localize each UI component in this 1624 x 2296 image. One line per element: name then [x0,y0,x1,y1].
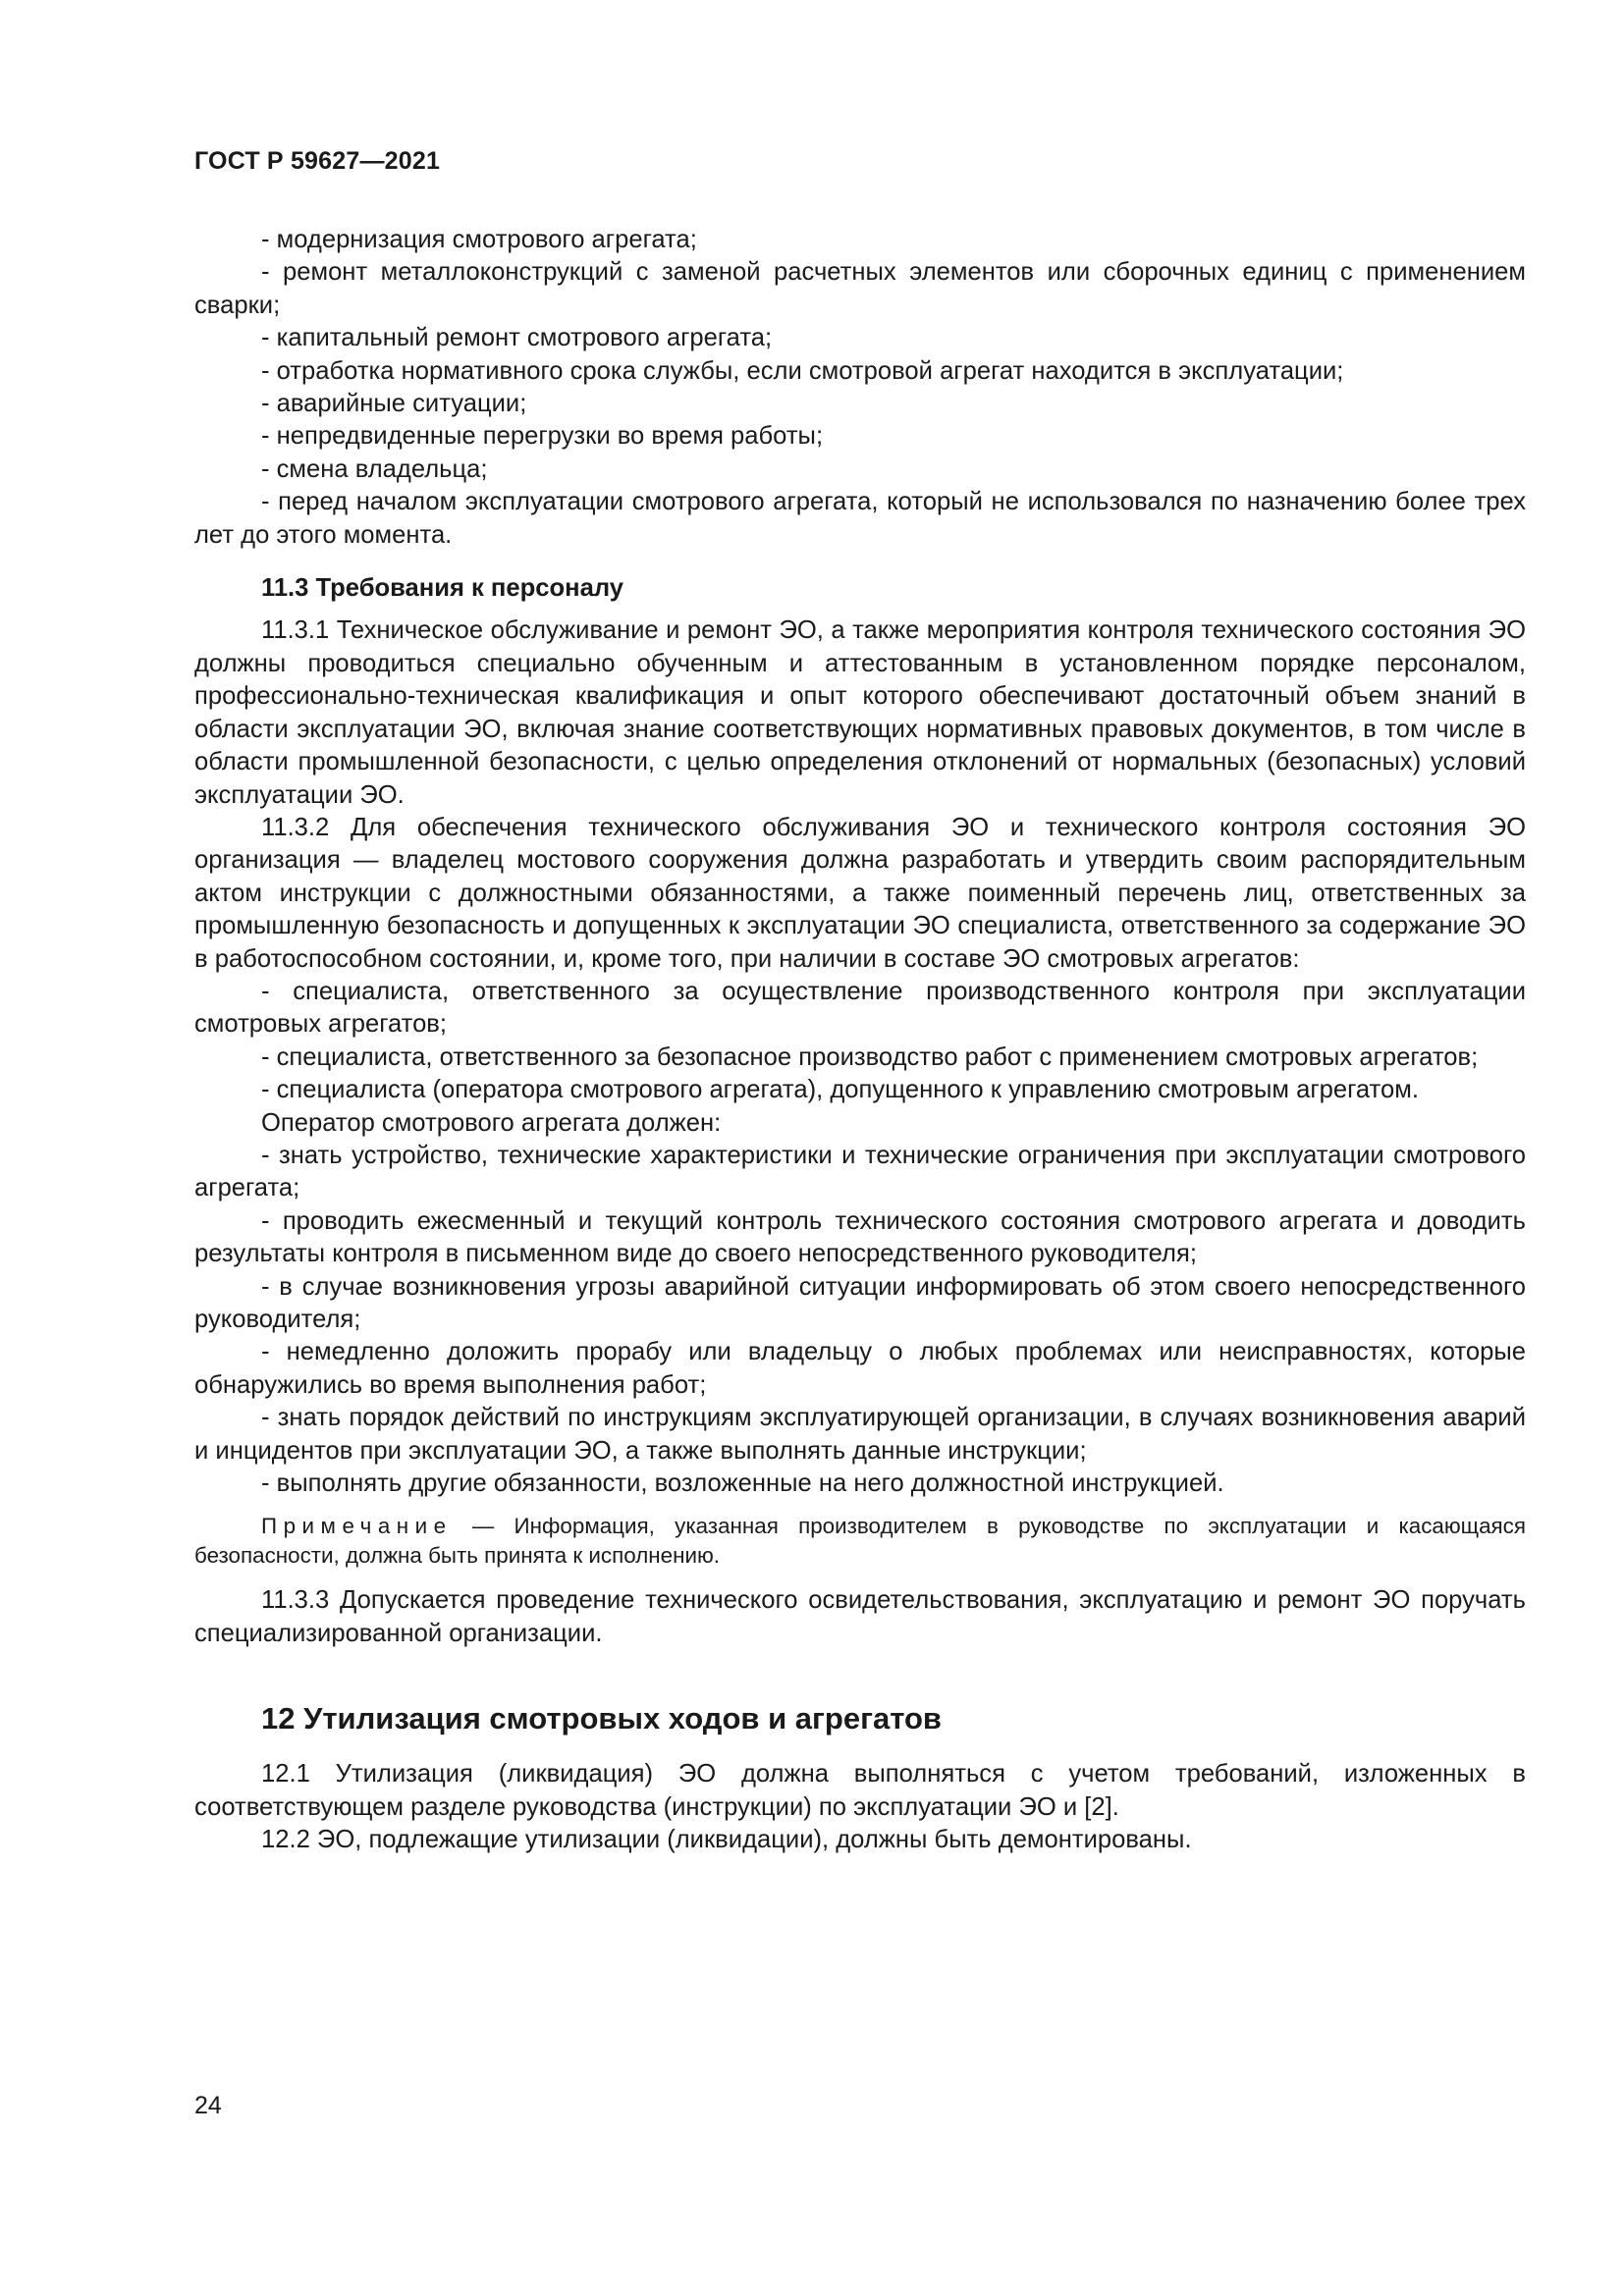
paragraph-12-2: 12.2 ЭО, подлежащие утилизации (ликвидации), должны быть демонтированы. [261,1826,1192,1854]
subsection-heading-11-3: 11.3 Требования к персоналу [261,574,623,603]
operator-duties-intro: Оператор смотрового агрегата должен: [261,1108,722,1137]
list-item: - капитальный ремонт смотрового агрегата; [261,324,773,352]
list-item: - перед началом эксплуатации смотрового агрегата, который не использовался по назначению более трех лет до этого момента. [194,488,1526,549]
note-text: — Информация, указанная производителем в руководстве по эксплуатации и касающаяся безопасности, должна быть принята к исполнению. [194,1514,1526,1569]
list-item: - немедленно доложить прорабу или владельцу о любых проблемах или неисправностях, которые обнаружились во время выполнения работ; [194,1338,1526,1399]
list-item: - смена владельца; [261,454,488,483]
list-item: - отработка нормативного срока службы, если смотровой агрегат находится в эксплуатации; [261,356,1344,385]
paragraph-11-3-1: 11.3.1 Техническое обслуживание и ремонт ЭО, а также мероприятия контроля технического состояния ЭО должны проводиться специально обученным и аттестованным в установленном порядке персоналом, профессионально-техническая квалификация и опыт которого обеспечивают достаточный объем знаний в области эксплуатации ЭО, включая знание соответствующих нормативных правовых документов, в том числе в области промышленной безопасности, с целью определения отклонений от нормальных (безопасных) условий эксплуатации ЭО. [194,616,1526,809]
list-item: - специалиста, ответственного за безопасное производство работ с применением смотровых агрегатов; [261,1042,1479,1071]
list-item: - проводить ежесменный и текущий контроль технического состояния смотрового агрегата и доводить результаты контроля в письменном виде до своего непосредственного руководителя; [194,1206,1526,1268]
section-heading-12: 12 Утилизация смотровых ходов и агрегатов [261,1701,942,1736]
list-item: - аварийные ситуации; [261,390,527,418]
list-item: - модернизация смотрового агрегата; [261,226,697,253]
page-number: 24 [194,2092,222,2119]
list-item: - в случае возникновения угрозы аварийной ситуации информировать об этом своего непосредственного руководителя; [194,1272,1526,1333]
list-item: - специалиста, ответственного за осуществление производственного контроля при эксплуатации смотровых агрегатов; [194,977,1526,1039]
list-item: - знать порядок действий по инструкциям эксплуатирующей организации, в случаях возникновения аварий и инцидентов при эксплуатации ЭО, а также выполнять данные инструкции; [194,1404,1526,1465]
note [194,1512,1526,1571]
paragraph-11-3-2: 11.3.2 Для обеспечения технического обслуживания ЭО и технического контроля состояния ЭО организация — владелец мостового сооружения должна разработать и утвердить своим распорядительным актом инструкции с должностными обязанностями, а также поименный перечень лиц, ответственных за промышленную безопасность и допущенных к эксплуатации ЭО специалиста, ответственного за содержание ЭО в работоспособном состоянии, и, кроме того, при наличии в составе ЭО смотровых агрегатов: [194,813,1526,973]
list-item: - выполнять другие обязанности, возложенные на него должностной инструкцией. [261,1469,1224,1498]
document-header: ГОСТ Р 59627—2021 [194,147,441,175]
list-item: - специалиста (оператора смотрового агрегата), допущенного к управлению смотровым агрегатом. [261,1076,1419,1104]
list-item: - непредвиденные перегрузки во время работы; [261,422,824,451]
list-item: - ремонт металлоконструкций с заменой расчетных элементов или сборочных единиц с применением сварки; [194,258,1526,319]
paragraph-12-1: 12.1 Утилизация (ликвидация) ЭО должна выполняться с учетом требований, изложенных в соответствующем разделе руководства (инструкции) по эксплуатации ЭО и [2]. [194,1760,1526,1821]
note-label: Примечание [261,1514,453,1539]
document-body [194,224,1526,1856]
paragraph-11-3-3: 11.3.3 Допускается проведение технического освидетельствования, эксплуатацию и ремонт ЭО поручать специализированной организации. [194,1586,1526,1647]
list-item: - знать устройство, технические характеристики и технические ограничения при эксплуатации смотрового агрегата; [194,1141,1526,1202]
